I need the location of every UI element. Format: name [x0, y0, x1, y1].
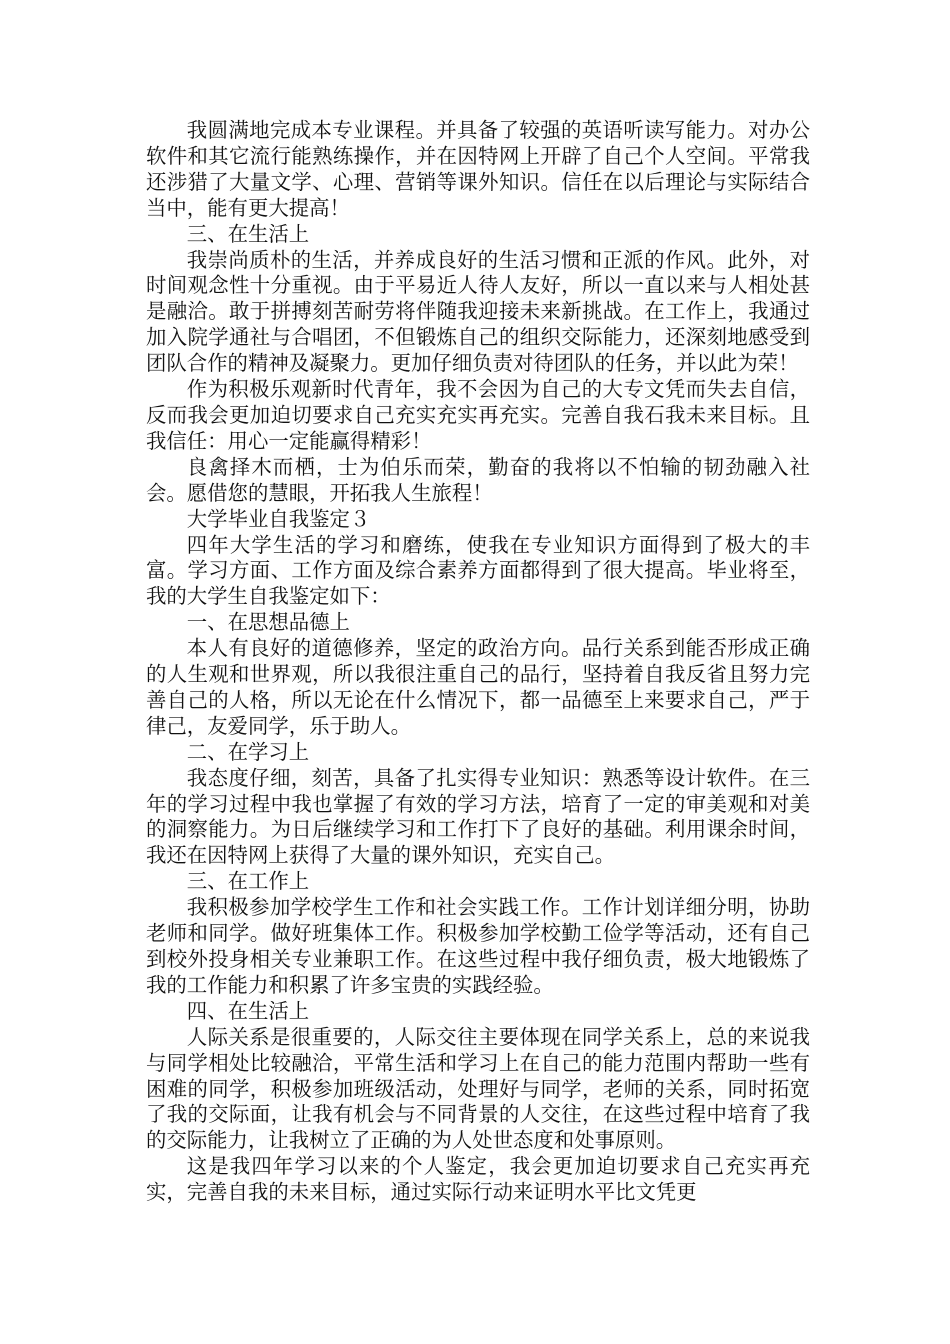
body-paragraph: 这是我四年学习以来的个人鉴定，我会更加迫切要求自己充实再充实，完善自我的未来目标，通过实际行动来证明水平比文凭更 [146, 1154, 810, 1205]
body-paragraph: 良禽择木而栖，士为伯乐而荣，勤奋的我将以不怕输的韧劲融入社会。愿借您的慧眼，开拓我人生旅程！ [146, 454, 810, 505]
body-paragraph: 我积极参加学校学生工作和社会实践工作。工作计划详细分明，协助老师和同学。做好班集体工作。积极参加学校勤工俭学等活动，还有自己到校外投身相关专业兼职工作。在这些过程中我仔细负责，极大地锻炼了我的工作能力和积累了许多宝贵的实践经验。 [146, 895, 810, 997]
body-paragraph: 人际关系是很重要的，人际交往主要体现在同学关系上，总的来说我与同学相处比较融洽，平常生活和学习上在自己的能力范围内帮助一些有困难的同学，积极参加班级活动，处理好与同学，老师的关系，同时拓宽了我的交际面，让我有机会与不同背景的人交往，在这些过程中培育了我的交际能力，让我树立了正确的为人处世态度和处事原则。 [146, 1024, 810, 1153]
body-paragraph: 我圆满地完成本专业课程。并具备了较强的英语听读写能力。对办公软件和其它流行能熟练操作，并在因特网上开辟了自己个人空间。平常我还涉猎了大量文学、心理、营销等课外知识。信任在以后理论与实际结合当中，能有更大提高！ [146, 118, 810, 220]
body-paragraph: 四年大学生活的学习和磨练，使我在专业知识方面得到了极大的丰富。学习方面、工作方面及综合素养方面都得到了很大提高。毕业将至，我的大学生自我鉴定如下： [146, 532, 810, 609]
document-page [146, 118, 810, 1206]
body-paragraph: 我崇尚质朴的生活，并养成良好的生活习惯和正派的作风。此外，对时间观念性十分重视。由于平易近人待人友好，所以一直以来与人相处甚是融洽。敢于拼搏刻苦耐劳将伴随我迎接未来新挑战。在工作上，我通过加入院学通社与合唱团，不但锻炼自己的组织交际能力，还深刻地感受到团队合作的精神及凝聚力。更加仔细负责对待团队的任务，并以此为荣！ [146, 247, 810, 376]
section-heading-work: 三、在工作上 [186, 869, 310, 894]
body-paragraph: 本人有良好的道德修养，坚定的政治方向。品行关系到能否形成正确的人生观和世界观，所以我很注重自己的品行，坚持着自我反省且努力完善自己的人格，所以无论在什么情况下，都一品德至上来要求自己，严于律己，友爱同学，乐于助人。 [146, 636, 810, 738]
section-heading-study: 二、在学习上 [186, 739, 310, 764]
section-heading-ideology: 一、在思想品德上 [186, 610, 350, 635]
body-paragraph: 我态度仔细，刻苦，具备了扎实得专业知识：熟悉等设计软件。在三年的学习过程中我也掌握了有效的学习方法，培育了一定的审美观和对美的洞察能力。为日后继续学习和工作打下了良好的基础。利用课余时间，我还在因特网上获得了大量的课外知识，充实自己。 [146, 765, 810, 868]
body-paragraph: 作为积极乐观新时代青年，我不会因为自己的大专文凭而失去自信，反而我会更加迫切要求自己充实充实再充实。完善自我石我未来目标。且我信任：用心一定能赢得精彩！ [146, 377, 810, 453]
section-heading-life: 四、在生活上 [186, 998, 310, 1023]
section-heading-life: 三、在生活上 [186, 221, 310, 246]
document-subtitle: 大学毕业自我鉴定３ [186, 506, 371, 531]
